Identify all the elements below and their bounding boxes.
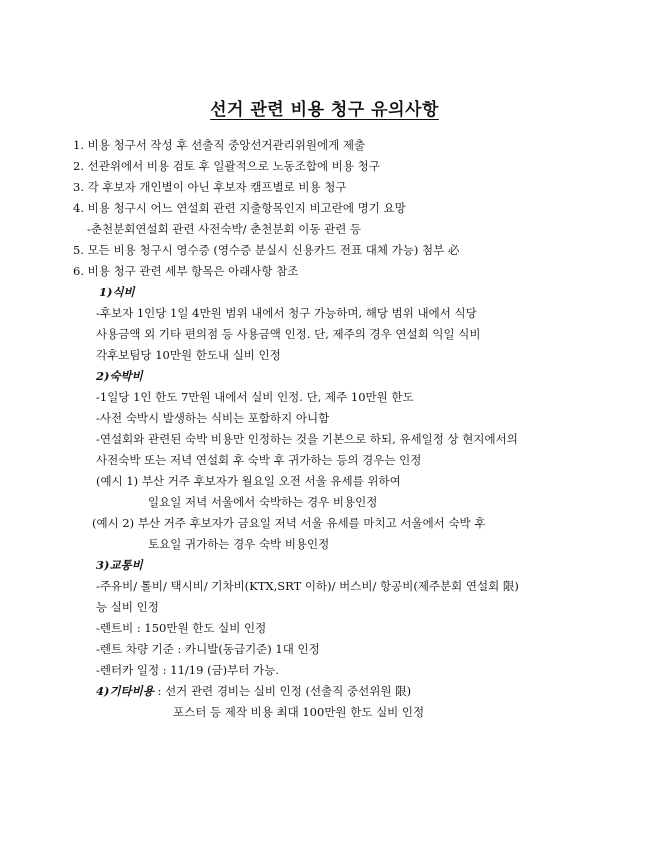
list-item-note: -춘천분회연설회 관련 사전숙박/ 춘천분회 이동 관련 등 <box>87 222 362 236</box>
list-item: 2. 선관위에서 비용 검토 후 일괄적으로 노동조합에 비용 청구 <box>73 159 380 173</box>
other-costs-text: : 선거 관련 경비는 실비 인정 (선출직 중선위원 限) <box>153 684 412 698</box>
lodging-line: -연설회와 관련된 숙박 비용만 인정하는 것을 기본으로 하되, 유세일정 상 현지에서의 <box>96 432 518 446</box>
meal-line: 사용금액 외 기타 편의점 등 사용금액 인정. 단, 제주의 경우 연설회 익일 식비 <box>96 327 481 341</box>
meal-line: -후보자 1인당 1일 4만원 범위 내에서 청구 가능하며, 해당 범위 내에서 식당 <box>96 306 477 320</box>
transport-line: -렌트 차량 기준 : 카니발(동급기준) 1대 인정 <box>96 642 320 656</box>
transport-line: -주유비/ 톨비/ 택시비/ 기차비(KTX,SRT 이하)/ 버스비/ 항공비(제주분회 연설회 限) <box>96 579 519 593</box>
section-heading-meal: 1)식비 <box>99 285 135 299</box>
transport-line: 능 실비 인정 <box>96 600 159 614</box>
lodging-example: (예시 2) 부산 거주 후보자가 금요일 저녁 서울 유세를 마치고 서울에서 숙박 후 <box>92 516 486 530</box>
transport-line: -렌터카 일정 : 11/19 (금)부터 가능. <box>96 663 279 677</box>
section-heading-transport: 3)교통비 <box>96 558 143 572</box>
other-costs-line <box>96 684 411 698</box>
list-item: 4. 비용 청구시 어느 연설회 관련 지출항목인지 비고란에 명기 요망 <box>73 201 406 215</box>
list-item: 6. 비용 청구 관련 세부 항목은 아래사항 참조 <box>73 264 299 278</box>
list-item: 3. 각 후보자 개인별이 아닌 후보자 캠프별로 비용 청구 <box>73 180 347 194</box>
list-item: 5. 모든 비용 청구시 영수증 (영수증 분실시 신용카드 전표 대체 가능) 첨부 必 <box>73 243 460 257</box>
transport-line: -렌트비 : 150만원 한도 실비 인정 <box>96 621 267 635</box>
lodging-example-cont: 일요일 저녁 서울에서 숙박하는 경우 비용인정 <box>148 495 378 509</box>
lodging-line: 사전숙박 또는 저녁 연설회 후 숙박 후 귀가하는 등의 경우는 인정 <box>96 453 422 467</box>
section-heading-other: 4)기타비용 <box>96 684 154 698</box>
lodging-example: (예시 1) 부산 거주 후보자가 월요일 오전 서울 유세를 위하여 <box>96 474 401 488</box>
lodging-example-cont: 토요일 귀가하는 경우 숙박 비용인정 <box>148 537 330 551</box>
page-title: 선거 관련 비용 청구 유의사항 <box>210 100 439 120</box>
meal-line: 각후보팀당 10만원 한도내 실비 인정 <box>96 348 281 362</box>
list-item: 1. 비용 청구서 작성 후 선출직 중앙선거관리위원에게 제출 <box>73 138 366 152</box>
other-costs-line2: 포스터 등 제작 비용 최대 100만원 한도 실비 인정 <box>173 705 425 719</box>
lodging-line: -사전 숙박시 발생하는 식비는 포함하지 아니함 <box>96 411 330 425</box>
section-heading-lodging: 2)숙박비 <box>96 369 143 383</box>
lodging-line: -1일당 1인 한도 7만원 내에서 실비 인정. 단, 제주 10만원 한도 <box>96 390 414 404</box>
